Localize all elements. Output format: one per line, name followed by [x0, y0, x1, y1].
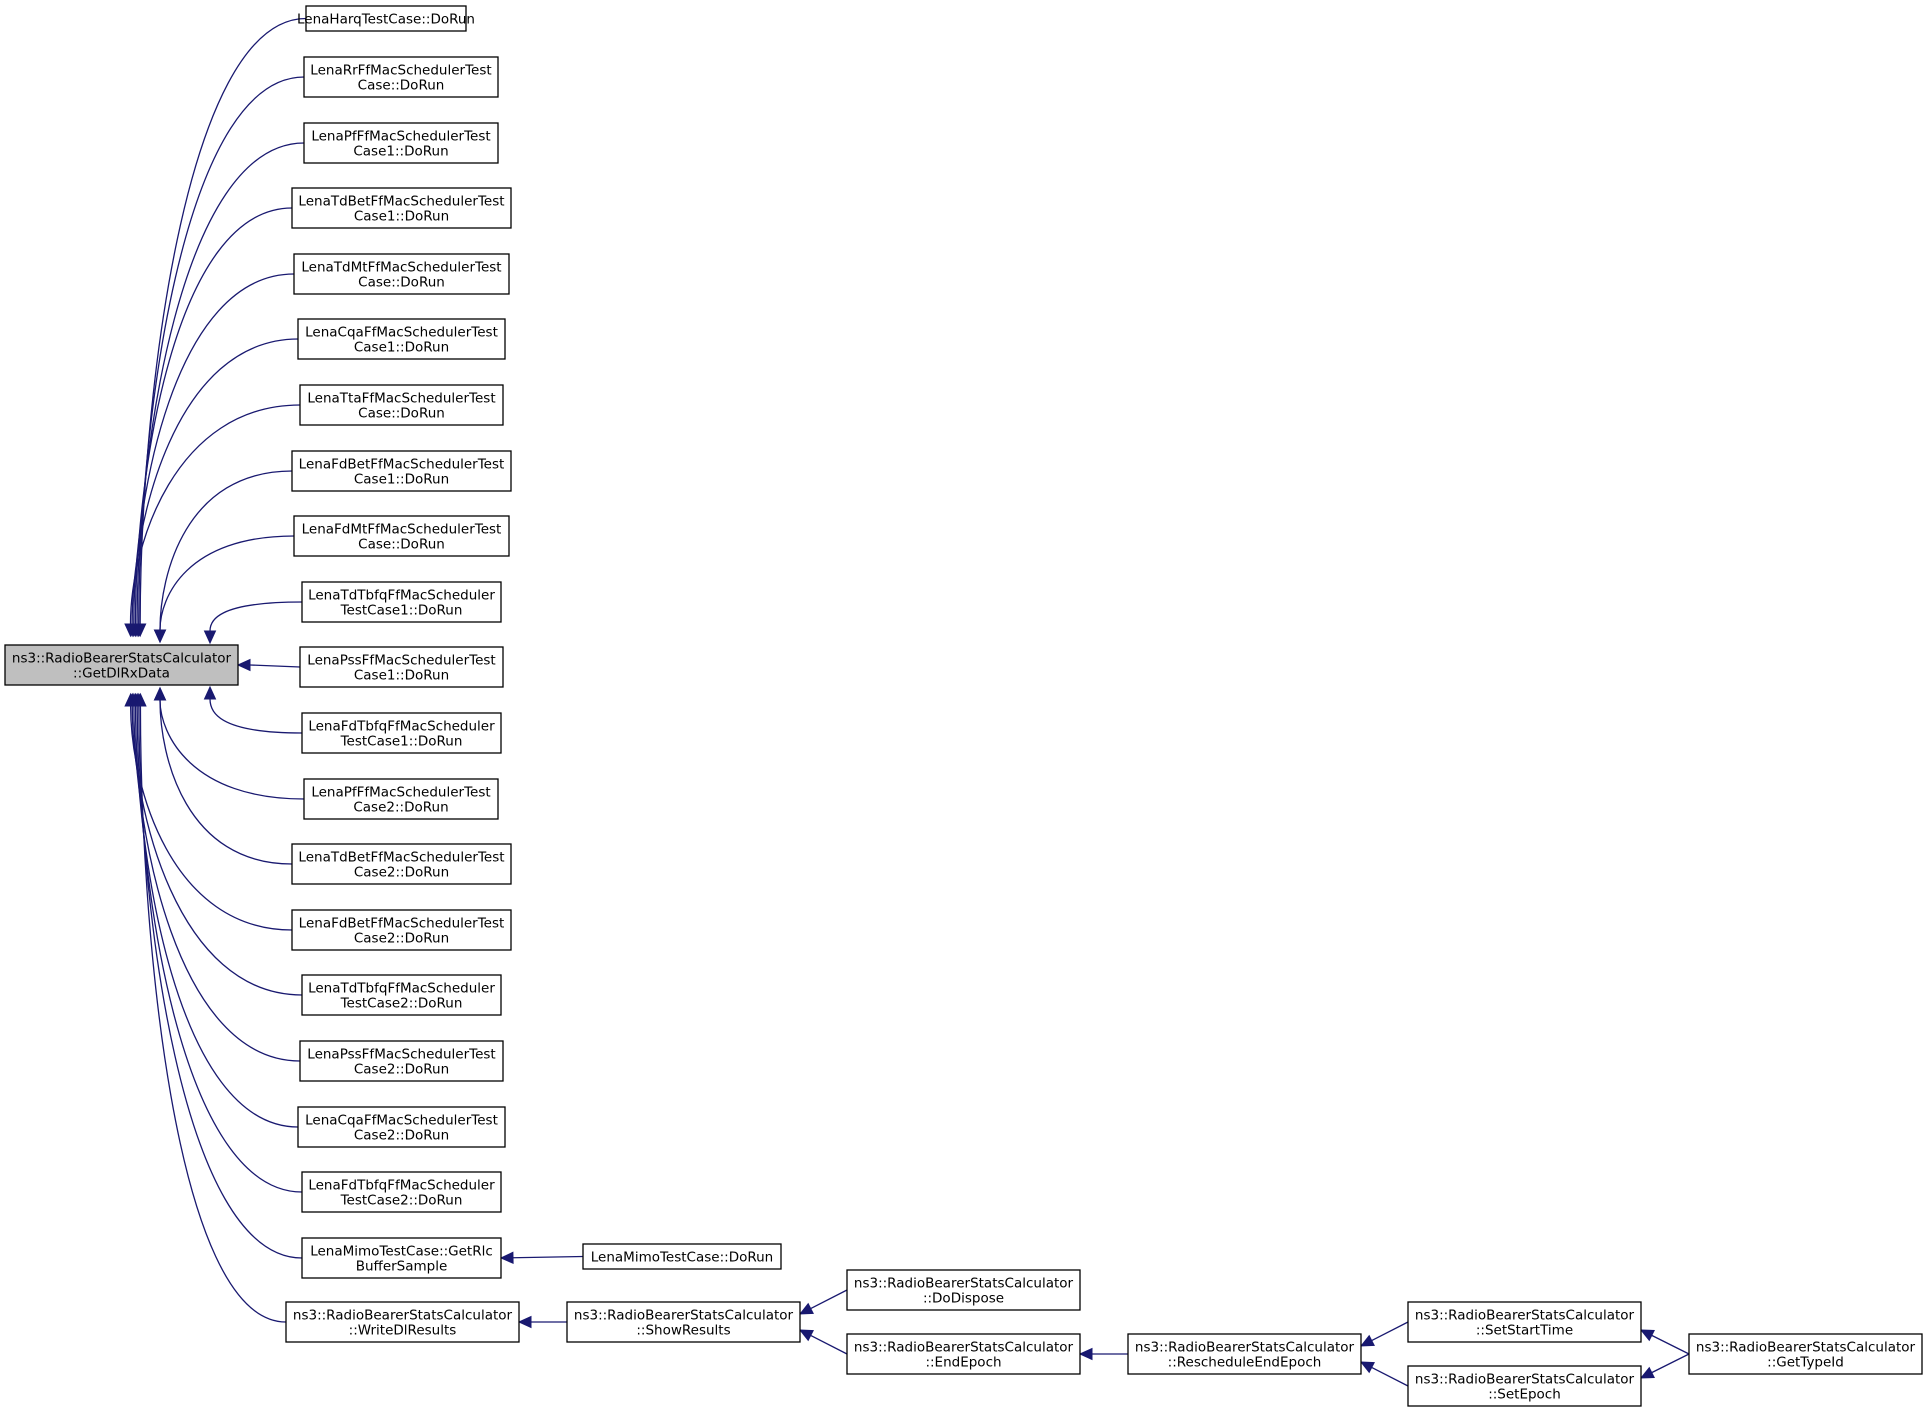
edge-pf2-to-root [155, 688, 305, 799]
edge-tdtbfq1-to-root [205, 602, 303, 643]
node-typeId-label-0: ns3::RadioBearerStatsCalculator [1695, 1339, 1916, 1356]
edge-setStart-to-resched [1361, 1322, 1408, 1346]
edge-pss1-to-root [238, 660, 300, 671]
node-setStart[interactable] [1408, 1302, 1641, 1342]
edge-endEpoch-to-show [800, 1330, 847, 1354]
node-tdbet1-label-1: Case1::DoRun [353, 208, 450, 225]
node-tdbet1[interactable] [292, 188, 511, 228]
node-fdbet1[interactable] [292, 451, 511, 491]
node-mimoRlc-label-1: BufferSample [355, 1258, 448, 1275]
node-rr[interactable] [304, 57, 498, 97]
node-pss2[interactable] [300, 1041, 503, 1081]
node-dispose-label-1: ::DoDispose [922, 1290, 1005, 1307]
node-fdbet1-label-0: LenaFdBetFfMacSchedulerTest [298, 456, 505, 473]
node-pss2-label-1: Case2::DoRun [353, 1061, 450, 1078]
edge-pf1-to-root [132, 143, 304, 636]
node-tdmt-label-0: LenaTdMtFfMacSchedulerTest [301, 259, 502, 276]
node-show-label-0: ns3::RadioBearerStatsCalculator [573, 1307, 794, 1324]
node-dispose[interactable] [847, 1270, 1080, 1310]
node-setStart-label-0: ns3::RadioBearerStatsCalculator [1414, 1307, 1635, 1324]
node-mimoRlc-label-0: LenaMimoTestCase::GetRlc [310, 1243, 493, 1260]
node-endEpoch-label-0: ns3::RadioBearerStatsCalculator [853, 1339, 1074, 1356]
node-tdtbfq2[interactable] [302, 975, 501, 1015]
node-tdtbfq2-label-0: LenaTdTbfqFfMacScheduler [308, 980, 495, 997]
node-setStart-label-1: ::SetStartTime [1475, 1322, 1574, 1339]
node-tta-label-1: Case::DoRun [358, 405, 445, 422]
node-tdtbfq1-label-1: TestCase1::DoRun [340, 602, 463, 619]
edge-mimoRlc-to-root [133, 694, 302, 1258]
node-fdmt[interactable] [294, 516, 509, 556]
node-pf1[interactable] [304, 123, 498, 163]
node-typeId-label-1: ::GetTypeId [1767, 1354, 1844, 1371]
edge-tdmt-to-root [128, 274, 294, 636]
node-mimoRun[interactable] [583, 1244, 781, 1269]
edge-setEpoch-to-resched [1361, 1362, 1408, 1386]
node-fdmt-label-0: LenaFdMtFfMacSchedulerTest [301, 521, 502, 538]
node-pss1[interactable] [300, 647, 503, 687]
edge-typeId-to-setEpoch [1641, 1354, 1689, 1378]
node-setEpoch-label-0: ns3::RadioBearerStatsCalculator [1414, 1371, 1635, 1388]
node-tdtbfq1-label-0: LenaTdTbfqFfMacScheduler [308, 587, 495, 604]
node-fdtbfq1[interactable] [302, 713, 501, 753]
node-tdmt-label-1: Case::DoRun [358, 274, 445, 291]
node-fdtbfq2-label-0: LenaFdTbfqFfMacScheduler [308, 1177, 495, 1194]
node-fdtbfq1-label-0: LenaFdTbfqFfMacScheduler [308, 718, 495, 735]
edge-dispose-to-show [800, 1290, 847, 1314]
node-setEpoch-label-1: ::SetEpoch [1488, 1386, 1561, 1403]
node-tdbet1-label-0: LenaTdBetFfMacSchedulerTest [298, 193, 505, 210]
edge-mimoRun-to-mimoRlc [501, 1252, 583, 1263]
node-fdbet2-label-1: Case2::DoRun [353, 930, 450, 947]
nodes [5, 6, 1922, 1406]
node-resched-label-0: ns3::RadioBearerStatsCalculator [1134, 1339, 1355, 1356]
node-resched-label-1: ::RescheduleEndEpoch [1167, 1354, 1322, 1371]
node-pss1-label-0: LenaPssFfMacSchedulerTest [307, 652, 496, 669]
node-rr-label-0: LenaRrFfMacSchedulerTest [310, 62, 492, 79]
node-typeId[interactable] [1689, 1334, 1922, 1374]
node-fdtbfq2[interactable] [302, 1172, 501, 1212]
node-pf1-label-0: LenaPfFfMacSchedulerTest [311, 128, 491, 145]
node-pss2-label-0: LenaPssFfMacSchedulerTest [307, 1046, 496, 1063]
node-root [5, 645, 238, 685]
node-cqa2-label-1: Case2::DoRun [353, 1127, 450, 1144]
node-writeDl-label-0: ns3::RadioBearerStatsCalculator [292, 1307, 513, 1324]
node-tdbet2[interactable] [292, 844, 511, 884]
node-pf2-label-0: LenaPfFfMacSchedulerTest [311, 784, 491, 801]
edge-fdtbfq2-to-root [132, 694, 302, 1192]
edge-typeId-to-setStart [1641, 1330, 1689, 1354]
node-dispose-label-0: ns3::RadioBearerStatsCalculator [853, 1275, 1074, 1292]
edge-fdbet1-to-root [155, 471, 293, 642]
node-fdbet2[interactable] [292, 910, 511, 950]
edge-pss2-to-root [128, 694, 300, 1061]
node-tdtbfq2-label-1: TestCase2::DoRun [340, 995, 463, 1012]
node-fdtbfq2-label-1: TestCase2::DoRun [340, 1192, 463, 1209]
edge-resched-to-endEpoch [1080, 1349, 1128, 1360]
edge-cqa2-to-root [130, 694, 298, 1127]
node-root-label-0: ns3::RadioBearerStatsCalculator [11, 650, 232, 667]
edge-tdtbfq2-to-root [127, 694, 302, 995]
node-cqa1[interactable] [298, 319, 505, 359]
edge-show-to-writeDl [519, 1317, 567, 1328]
node-pf2[interactable] [304, 779, 498, 819]
node-rr-label-1: Case::DoRun [357, 77, 445, 94]
node-endEpoch[interactable] [847, 1334, 1080, 1374]
node-show-label-1: ::ShowResults [636, 1322, 731, 1339]
edge-cqa1-to-root [127, 339, 298, 636]
node-writeDl-label-1: ::WriteDlResults [348, 1322, 457, 1339]
node-tdbet2-label-1: Case2::DoRun [353, 864, 450, 881]
edge-tdbet1-to-root [130, 208, 292, 636]
node-pf2-label-1: Case2::DoRun [353, 799, 449, 816]
node-tta-label-0: LenaTtaFfMacSchedulerTest [307, 390, 496, 407]
node-cqa2[interactable] [298, 1107, 505, 1147]
edge-tdbet2-to-root [155, 688, 293, 864]
node-tta[interactable] [300, 385, 503, 425]
node-fdtbfq1-label-1: TestCase1::DoRun [340, 733, 463, 750]
node-harq-label-0: LenaHarqTestCase::DoRun [297, 11, 475, 28]
node-writeDl[interactable] [286, 1302, 519, 1342]
node-show[interactable] [567, 1302, 800, 1342]
node-tdmt[interactable] [294, 254, 509, 294]
node-pss1-label-1: Case1::DoRun [353, 667, 450, 684]
node-mimoRlc[interactable] [302, 1238, 501, 1278]
node-cqa1-label-0: LenaCqaFfMacSchedulerTest [305, 324, 498, 341]
node-endEpoch-label-1: ::EndEpoch [925, 1354, 1002, 1371]
node-mimoRun-label-0: LenaMimoTestCase::DoRun [590, 1249, 774, 1266]
node-resched[interactable] [1128, 1334, 1361, 1374]
node-harq[interactable] [297, 6, 475, 31]
node-setEpoch[interactable] [1408, 1366, 1641, 1406]
node-pf1-label-1: Case1::DoRun [353, 143, 449, 160]
edge-rr-to-root [133, 77, 304, 636]
node-tdtbfq1[interactable] [302, 582, 501, 622]
node-cqa2-label-0: LenaCqaFfMacSchedulerTest [305, 1112, 498, 1129]
node-tdbet2-label-0: LenaTdBetFfMacSchedulerTest [298, 849, 505, 866]
edge-harq-to-root [135, 19, 306, 637]
node-root-label-1: ::GetDlRxData [73, 665, 170, 682]
node-fdmt-label-1: Case::DoRun [358, 536, 445, 553]
node-fdbet1-label-1: Case1::DoRun [353, 471, 450, 488]
edge-fdtbfq1-to-root [205, 687, 303, 733]
node-cqa1-label-1: Case1::DoRun [353, 339, 450, 356]
node-fdbet2-label-0: LenaFdBetFfMacSchedulerTest [298, 915, 505, 932]
